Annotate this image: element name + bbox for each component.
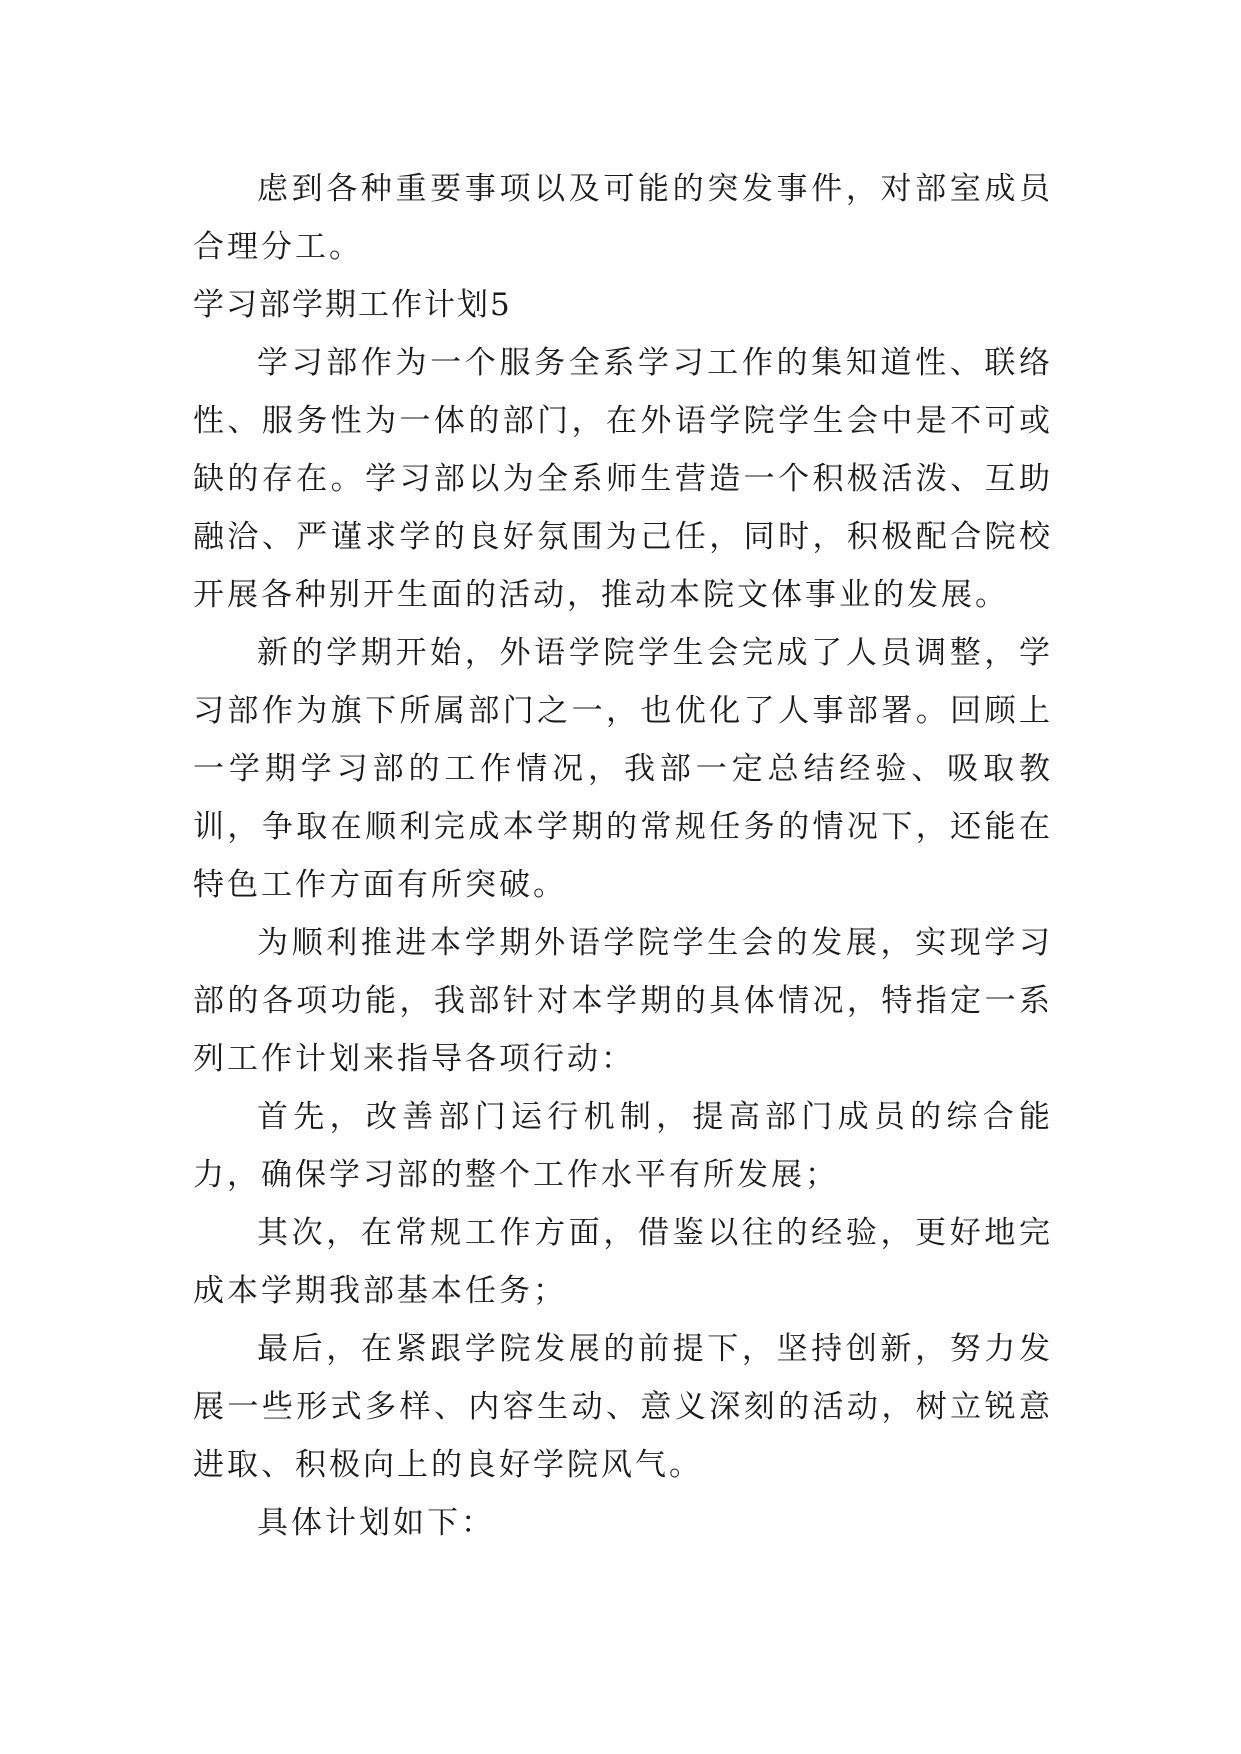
- paragraph-plan-list-intro: 具体计划如下：: [257, 1505, 495, 1541]
- paragraph-new-semester: 新的学期开始，外语学院学生会完成了人员调整，学习部作为旗下所属部门之一，也优化了人事部署。回顾上一学期学习部的工作情况，我部一定总结经验、吸取教训，争取在顺利完成本学期的常规任务的情况下，还能在特色工作方面有所突破。: [193, 635, 1053, 903]
- paragraph-last: 最后，在紧跟学院发展的前提下，坚持创新，努力发展一些形式多样、内容生动、意义深刻的活动，树立锐意进取、积极向上的良好学院风气。: [193, 1331, 1053, 1483]
- paragraph-continuation: 虑到各种重要事项以及可能的突发事件，对部室成员合理分工。: [193, 171, 1053, 265]
- paragraph-plan-overview: 为顺利推进本学期外语学院学生会的发展，实现学习部的各项功能，我部针对本学期的具体情况，特指定一系列工作计划来指导各项行动：: [193, 925, 1053, 1077]
- section-heading: 学习部学期工作计划5: [193, 287, 512, 323]
- paragraph-first: 首先，改善部门运行机制，提高部门成员的综合能力，确保学习部的整个工作水平有所发展；: [193, 1099, 1053, 1193]
- document-body: [193, 160, 1053, 1552]
- paragraph-second: 其次，在常规工作方面，借鉴以往的经验，更好地完成本学期我部基本任务；: [193, 1215, 1053, 1309]
- paragraph-intro: 学习部作为一个服务全系学习工作的集知道性、联络性、服务性为一体的部门，在外语学院学生会中是不可或缺的存在。学习部以为全系师生营造一个积极活泼、互助融洽、严谨求学的良好氛围为己任，同时，积极配合院校开展各种别开生面的活动，推动本院文体事业的发展。: [193, 345, 1053, 613]
